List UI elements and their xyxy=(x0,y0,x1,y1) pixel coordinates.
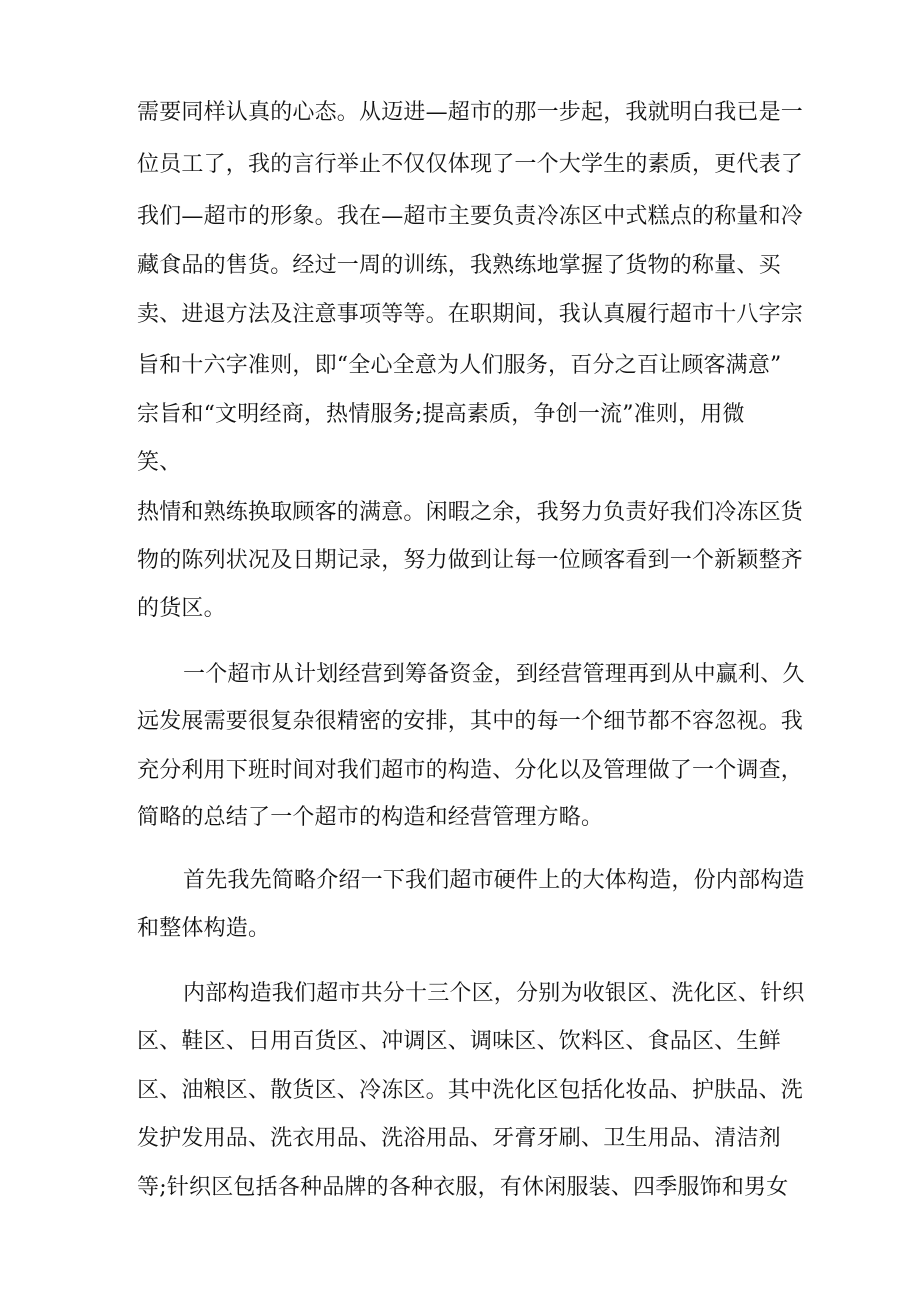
paragraph-3-line-2: 和整体构造。 xyxy=(137,916,271,941)
paragraph-4-line-3: 区、油粮区、散货区、冷冻区。其中洗化区包括化妆品、护肤品、洗 xyxy=(137,1078,804,1103)
paragraph-2-line-2: 远发展需要很复杂很精密的安排，其中的每一个细节都不容忽视。我 xyxy=(137,709,804,734)
paragraph-1-line-2: 位员工了，我的言行举止不仅仅体现了一个大学生的素质，更代表了 xyxy=(137,152,804,177)
paragraph-1-line-10: 物的陈列状况及日期记录，努力做到让每一位顾客看到一个新颖整齐 xyxy=(137,548,804,573)
paragraph-2-line-4: 简略的总结了一个超市的构造和经营管理方略。 xyxy=(137,805,604,830)
paragraph-1-line-3: 我们—超市的形象。我在—超市主要负责冷冻区中式糕点的称量和冷 xyxy=(137,204,804,229)
paragraph-1-line-6: 旨和十六字准则，即“全心全意为人们服务，百分之百让顾客满意” xyxy=(137,353,782,378)
paragraph-3-line-1: 首先我先简略介绍一下我们超市硬件上的大体构造，份内部构造 xyxy=(183,868,805,893)
paragraph-1-line-7: 宗旨和“文明经商，热情服务;提高素质，争创一流”准则，用微 xyxy=(137,402,745,427)
paragraph-4-line-5: 等;针织区包括各种品牌的各种衣服，有休闲服装、四季服饰和男女 xyxy=(137,1175,789,1200)
paragraph-4-line-2: 区、鞋区、日用百货区、冲调区、调味区、饮料区、食品区、生鲜 xyxy=(137,1029,781,1054)
paragraph-1-line-11: 的货区。 xyxy=(137,596,226,621)
paragraph-4-line-1: 内部构造我们超市共分十三个区，分别为收银区、洗化区、针织 xyxy=(183,981,805,1006)
paragraph-4-line-4: 发护发用品、洗衣用品、洗浴用品、牙膏牙刷、卫生用品、清洁剂 xyxy=(137,1126,781,1151)
paragraph-2-line-3: 充分利用下班时间对我们超市的构造、分化以及管理做了一个调查， xyxy=(137,758,804,783)
paragraph-1-line-4: 藏食品的售货。经过一周的训练，我熟练地掌握了货物的称量、买 xyxy=(137,253,781,278)
paragraph-1-line-8: 笑、 xyxy=(137,450,182,475)
paragraph-1-line-5: 卖、进退方法及注意事项等等。在职期间，我认真履行超市十八字宗 xyxy=(137,302,804,327)
paragraph-2-line-1: 一个超市从计划经营到筹备资金，到经营管理再到从中赢利、久 xyxy=(183,662,805,687)
paragraph-1-line-1: 需要同样认真的心态。从迈进—超市的那一步起，我就明白我已是一 xyxy=(137,100,804,125)
paragraph-1-line-9: 热情和熟练换取顾客的满意。闲暇之余，我努力负责好我们冷冻区货 xyxy=(137,500,804,525)
